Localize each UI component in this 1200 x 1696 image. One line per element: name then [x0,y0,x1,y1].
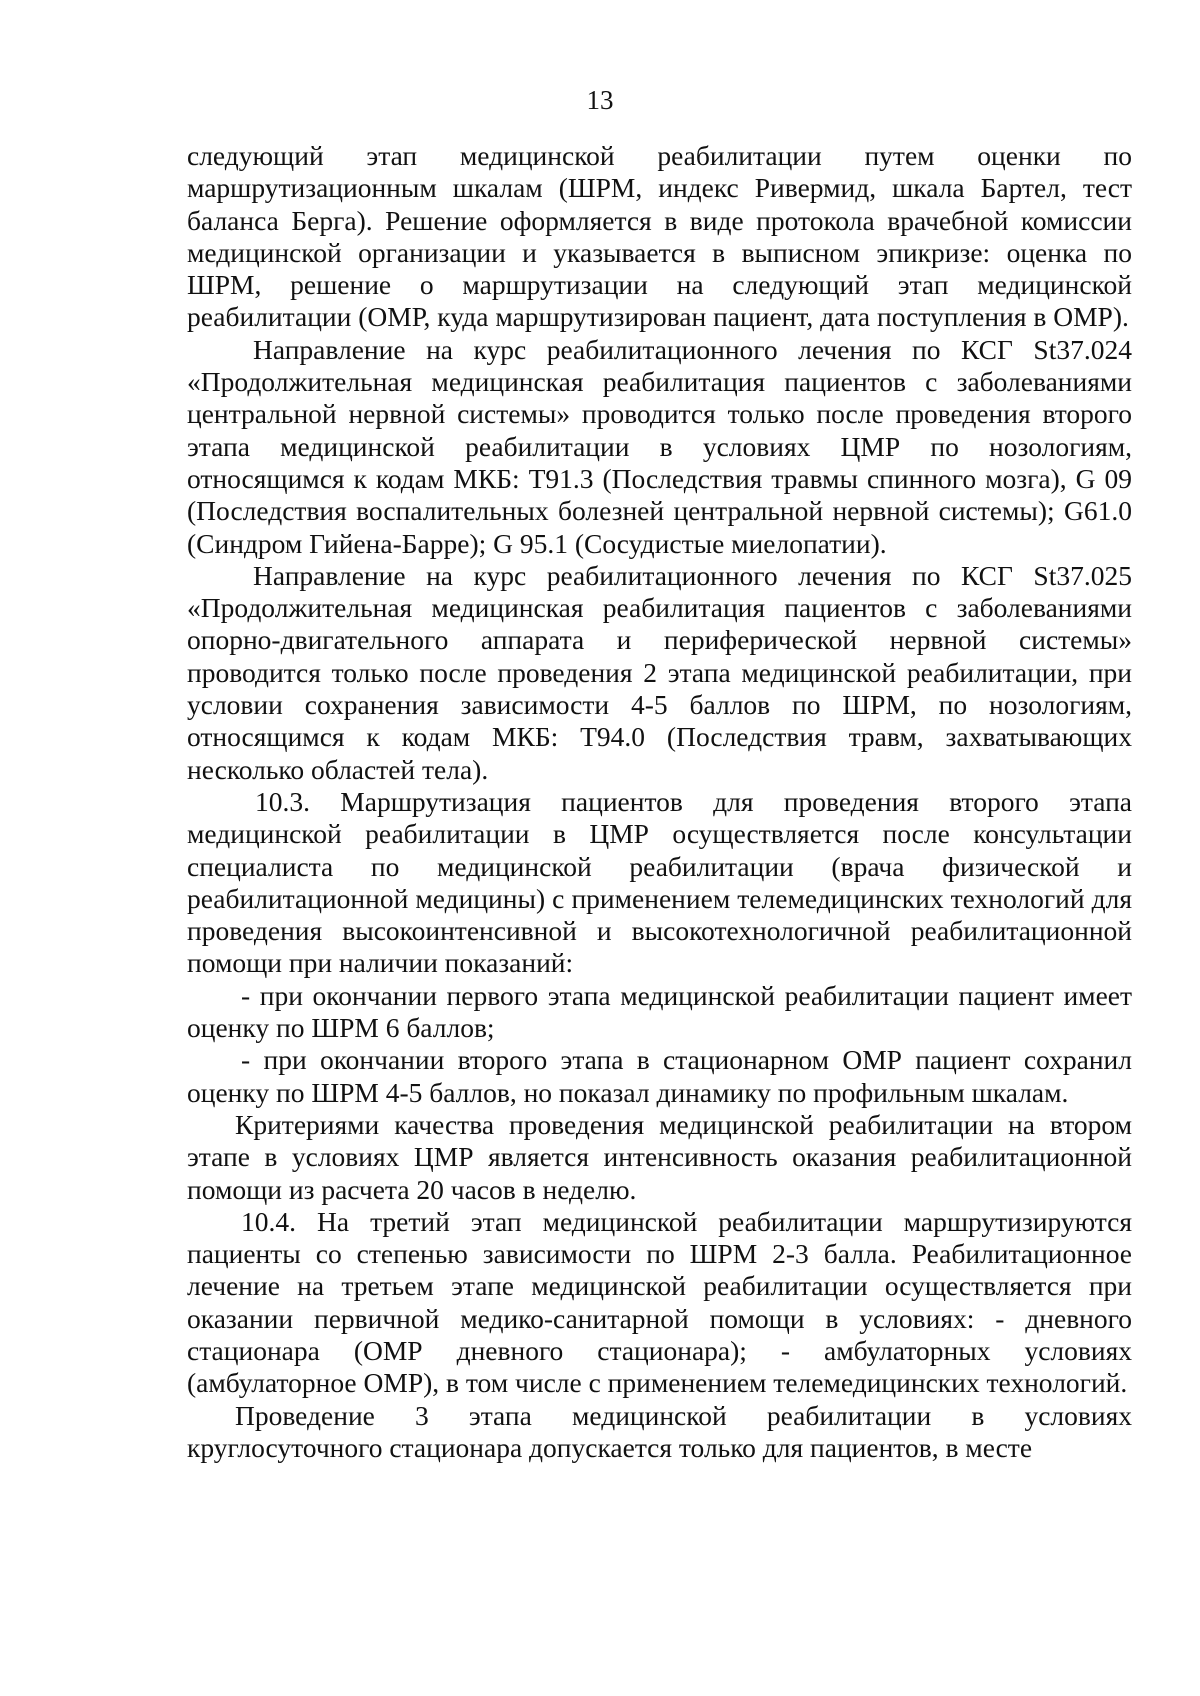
body-text [187,140,1132,1464]
paragraph-1: следующий этап медицинской реабилитации путем оценки по маршрутизационным шкалам (ШРМ, индекс Ривермид, шкала Бартел, тест баланса Берга). Решение оформляется в виде протокола врачебной комиссии медицинской организации и указывается в выписном эпикризе: оценка по ШРМ, решение о маршрутизации на следующий этап медицинской реабилитации (ОМР, куда маршрутизирован пациент, дата поступления в ОМР). [187,140,1132,333]
paragraph-3: Направление на курс реабилитационного лечения по КСГ St37.025 «Продолжительная медицинская реабилитация пациентов с заболеваниями опорно-двигательного аппарата и периферической нервной системы» проводится только после проведения 2 этапа медицинской реабилитации, при условии сохранения зависимости 4-5 баллов по ШРМ, по нозологиям, относящимся к кодам МКБ: Т94.0 (Последствия травм, захватывающих несколько областей тела). [187,559,1132,785]
paragraph-2: Направление на курс реабилитационного лечения по КСГ St37.024 «Продолжительная медицинская реабилитация пациентов с заболеваниями центральной нервной системы» проводится только после проведения второго этапа медицинской реабилитации в условиях ЦМР по нозологиям, относящимся к кодам МКБ: Т91.3 (Последствия травмы спинного мозга), G 09 (Последствия воспалительных болезней центральной нервной системы); G61.0 (Синдром Гийена-Барре); G 95.1 (Сосудистые миелопатии). [187,333,1132,559]
paragraph-last: Проведение 3 этапа медицинской реабилитации в условиях круглосуточного стационара допускается только для пациентов, в месте [187,1399,1132,1463]
list-item-1: - при окончании первого этапа медицинской реабилитации пациент имеет оценку по ШРМ 6 баллов; [187,979,1132,1044]
paragraph-section-10-4: 10.4. На третий этап медицинской реабилитации маршрутизируются пациенты со степенью зависимости по ШРМ 2-3 балла. Реабилитационное лечение на третьем этапе медицинской реабилитации осуществляется при оказании первичной медико-санитарной помощи в условиях: - дневного стационара (ОМР дневного стационара); - амбулаторных условиях (амбулаторное ОМР), в том числе с применением телемедицинских технологий. [187,1205,1132,1399]
list-item-2: - при окончании второго этапа в стационарном ОМР пациент сохранил оценку по ШРМ 4-5 баллов, но показал динамику по профильным шкалам. [187,1044,1132,1108]
paragraph-criteria: Критериями качества проведения медицинской реабилитации на втором этапе в условиях ЦМР является интенсивность оказания реабилитационной помощи из расчета 20 часов в неделю. [187,1108,1132,1205]
page-number: 13 [586,85,614,115]
paragraph-section-10-3: 10.3. Маршрутизация пациентов для проведения второго этапа медицинской реабилитации в ЦМР осуществляется после консультации специалиста по медицинской реабилитации (врача физической и реабилитационной медицины) с применением телемедицинских технологий для проведения высокоинтенсивной и высокотехнологичной реабилитационной помощи при наличии показаний: [187,785,1132,979]
